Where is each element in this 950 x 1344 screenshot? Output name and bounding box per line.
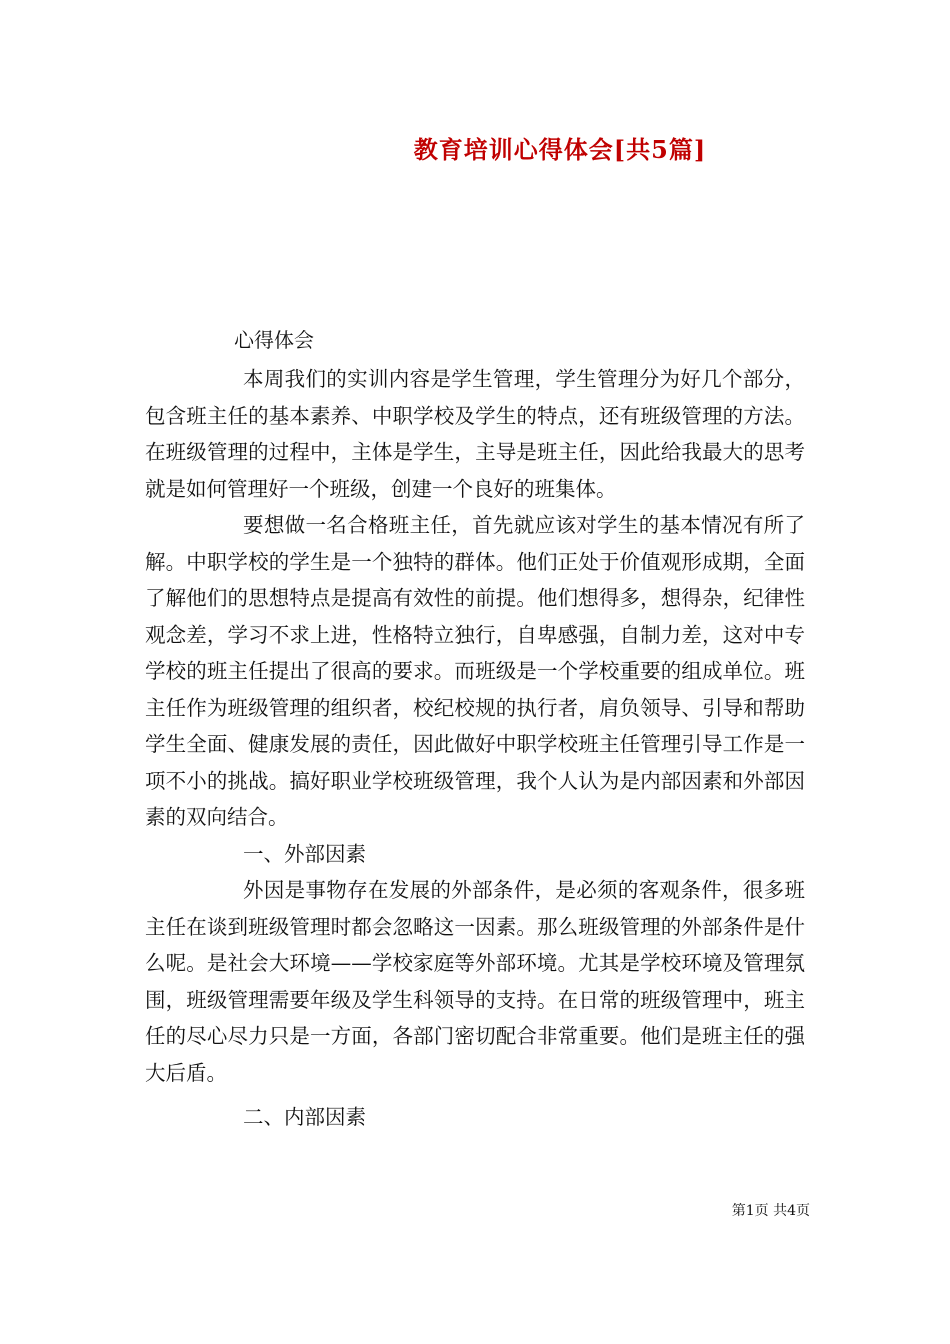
paragraph-1: 本周我们的实训内容是学生管理，学生管理分为好几个部分，包含班主任的基本素养、中职学校及学生的特点，还有班级管理的方法。在班级管理的过程中，主体是学生，主导是班主任，因此给我最大的思考就是如何管理好一个班级，创建一个良好的班集体。 [145, 367, 805, 501]
paragraph-3: 外因是事物存在发展的外部条件，是必须的客观条件，很多班主任在谈到班级管理时都会忽略这一因素。那么班级管理的外部条件是什么呢。是社会大环境——学校家庭等外部环境。尤其是学校环境及管理氛围，班级管理需要年级及学生科领导的支持。在日常的班级管理中，班主任的尽心尽力只是一方面，各部门密切配合非常重要。他们是班主任的强大后盾。 [145, 878, 805, 1085]
heading-external-factors: 一、外部因素 [243, 841, 366, 866]
page-number-footer: 第1页 共4页 [731, 1203, 810, 1219]
heading-internal-factors: 二、内部因素 [243, 1105, 366, 1129]
document-body [145, 361, 805, 1136]
paragraph-2: 要想做一名合格班主任，首先就应该对学生的基本情况有所了解。中职学校的学生是一个独特的群体。他们正处于价值观形成期，全面了解他们的思想特点是提高有效性的前提。他们想得多，想得杂，纪律性观念差，学习不求上进，性格特立独行，自卑感强，自制力差，这对中专学校的班主任提出了很高的要求。而班级是一个学校重要的组成单位。班主任作为班级管理的组织者，校纪校规的执行者，肩负领导、引导和帮助学生全面、健康发展的责任，因此做好中职学校班主任管理引导工作是一项不小的挑战。搞好职业学校班级管理，我个人认为是内部因素和外部因素的双向结合。 [145, 513, 805, 829]
section-label: 心得体会 [234, 328, 314, 352]
document-title: 教育培训心得体会[共5篇] [413, 135, 707, 164]
